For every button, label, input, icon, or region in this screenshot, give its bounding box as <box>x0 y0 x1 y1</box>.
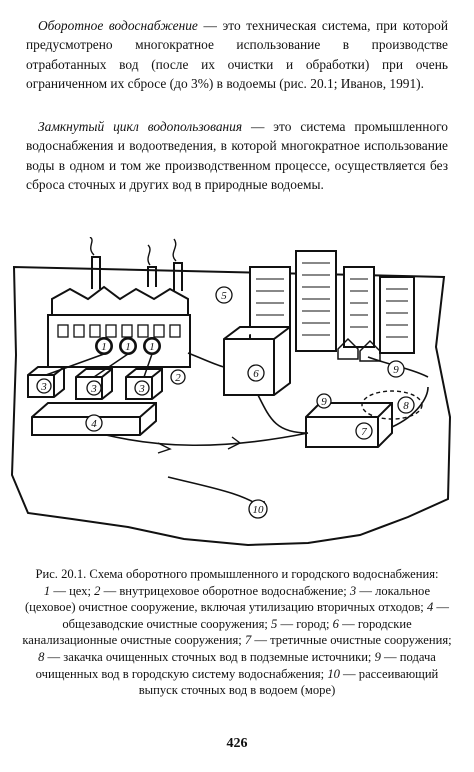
legend-num-1: 1 <box>43 583 51 598</box>
page-number: 426 <box>226 736 248 751</box>
legend-num-6: 6 <box>332 616 339 631</box>
tertiary-treatment-box <box>306 403 392 447</box>
legend-text-2: — внутрицеховое оборотное водоснабжение; <box>100 583 350 598</box>
label-8: 8 <box>403 400 409 412</box>
legend-text-8: — закачка очищенных сточных вод в подземные источники; <box>44 649 375 664</box>
legend-num-2: 2 <box>94 583 101 598</box>
smoke <box>90 237 176 265</box>
legend-num-4: 4 <box>426 600 434 615</box>
legend-num-5: 5 <box>271 616 278 631</box>
paragraph-closed-cycle <box>26 117 448 195</box>
factory-roof <box>52 287 188 317</box>
label-10: 10 <box>252 504 264 516</box>
legend-num-10: 10 <box>327 666 340 681</box>
label-5: 5 <box>221 290 227 302</box>
label-6: 6 <box>253 368 259 380</box>
label-3-a: 3 <box>41 381 47 393</box>
label-9-b: 9 <box>321 396 327 408</box>
figure-caption <box>22 566 452 699</box>
label-4: 4 <box>91 418 97 430</box>
caption-legend <box>22 583 452 699</box>
legend-text-1: — цех; <box>50 583 95 598</box>
legend-text-3: — локальное (цеховое) очистное сооружение, включая утилизацию вторичных отходов; <box>24 583 431 615</box>
legend-text-9: — подача очищенных вод в городскую систему водоснабжения; <box>35 649 436 681</box>
legend-text-6: — городские канализационные очистные сооружения; <box>22 616 412 648</box>
paragraph-closed-water-supply <box>26 16 448 94</box>
legend-num-7: 7 <box>244 633 252 648</box>
definition-closed-cycle: — это система промышленного водоснабжения и водоотведения, в которой многократное использование воды в одном и том же производственном процессе, осуществляется без сброса сточных и других вод в природные водоемы. <box>26 119 448 193</box>
legend-num-9: 9 <box>374 649 381 664</box>
legend-text-7: — третичные очистные сооружения; <box>251 633 452 648</box>
definition-closed-water-supply: — это техническая система, при которой предусмотрено многократное использование в производстве отработанных вод (после их очистки и обработки) при очень ограниченном их сбросе (до 3%) в водоемы (рис. 20.1; Иванов, 1991). <box>26 18 448 92</box>
label-1-b: 1 <box>125 341 131 353</box>
label-1-a: 1 <box>101 341 107 353</box>
legend-num-3: 3 <box>349 583 357 598</box>
water-supply-diagram <box>8 237 456 555</box>
caption-title: Рис. 20.1. Схема оборотного промышленного и городского водоснабжения: <box>35 567 439 581</box>
term-closed-water-supply: Оборотное водоснабжение <box>38 18 198 33</box>
label-7: 7 <box>361 426 367 438</box>
legend-text-10: — рассеивающий выпуск сточных вод в водоем (море) <box>138 666 439 698</box>
legend-num-8: 8 <box>38 649 45 664</box>
label-1-c: 1 <box>149 341 155 353</box>
legend-text-5: — город; <box>277 616 333 631</box>
label-2: 2 <box>175 372 181 384</box>
legend-text-4: — общезаводские очистные сооружения; <box>62 600 450 631</box>
term-closed-cycle: Замкнутый цикл водопользования <box>38 119 243 134</box>
label-3-b: 3 <box>91 383 97 395</box>
factory-chimneys <box>92 257 182 291</box>
label-9-a: 9 <box>393 364 399 376</box>
label-3-c: 3 <box>139 383 145 395</box>
